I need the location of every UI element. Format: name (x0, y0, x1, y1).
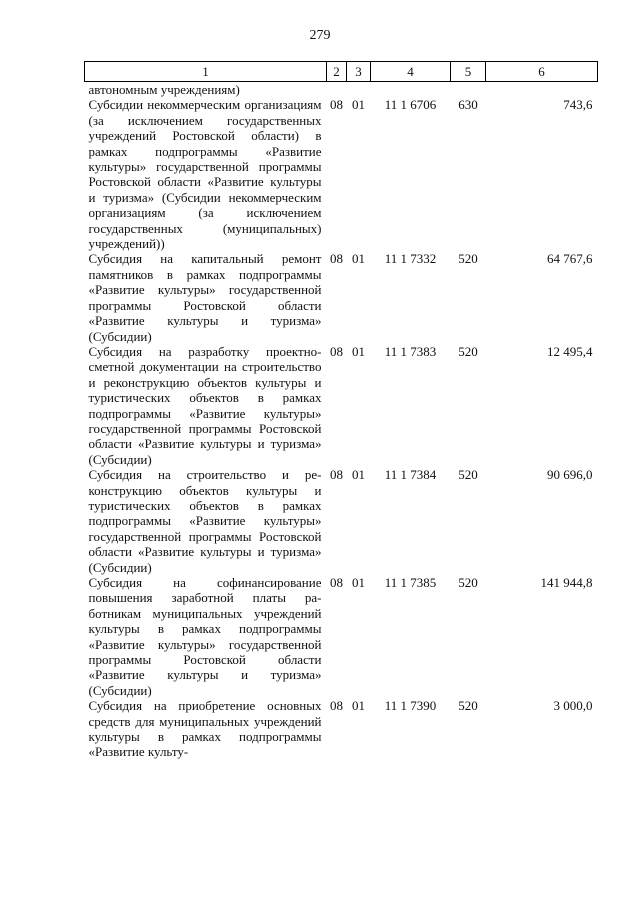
row-rz: 08 (330, 575, 343, 590)
row-kcsr: 11 1 7332 (384, 251, 437, 267)
table-header (85, 62, 598, 82)
row-kcsr: 11 1 7390 (384, 698, 437, 714)
row-kcsr: 11 1 6706 (384, 97, 437, 113)
header-col-1: 1 (85, 62, 327, 82)
row-description: Субсидия на разработку проектно-сметной документации на строительство и реконструкцию объектов культуры и туристических объектов в рамках подпрограммы «Развитие культуры» государственной программы Ростовской области «Развитие культуры и туризма» (Субсидии) (88, 343, 322, 467)
row-vr: 630 (458, 97, 478, 113)
budget-table (84, 61, 598, 760)
header-col-6: 6 (486, 62, 598, 82)
row-description: Субсидия на софинансирование повышения заработной платы работникам муниципальных учреждений культуры в рамках подпрограммы «Развитие культуры» государственной программы Ростовской области «Развитие культуры и туризма» (Субсидии) (88, 575, 322, 698)
row-amount: 3 000,0 (553, 698, 593, 714)
row-pr: 01 (352, 251, 365, 267)
header-col-5: 5 (451, 62, 486, 82)
row-amount: 141 944,8 (540, 575, 593, 590)
row-amount: 64 767,6 (547, 251, 593, 267)
row-description: Субсидия на приобретение основных средств для муниципальных учреждений культуры в рамках подпрограммы «Развитие культу- (88, 698, 322, 760)
header-col-2: 2 (327, 62, 347, 82)
row-pr: 01 (352, 343, 365, 359)
table-body (85, 82, 598, 760)
table-row (85, 97, 598, 251)
row-amount: 743,6 (563, 97, 593, 113)
table-row (85, 575, 598, 698)
row-amount: 12 495,4 (547, 343, 593, 359)
row-rz: 08 (330, 698, 343, 714)
row-rz: 08 (330, 467, 343, 483)
row-kcsr: 11 1 7385 (384, 575, 437, 590)
row-pr: 01 (352, 97, 365, 113)
row-kcsr: 11 1 7384 (384, 467, 437, 483)
row-vr: 520 (458, 467, 478, 483)
row-amount: 90 696,0 (547, 467, 593, 483)
table-row (85, 467, 598, 575)
row-pr: 01 (352, 698, 365, 714)
page-number: 279 (309, 28, 331, 43)
row-kcsr: 11 1 7383 (384, 343, 437, 359)
table-row (85, 251, 598, 343)
row-description: Субсидия на строительство и реконструкцию объектов культуры и туристических объектов в рамках подпрограммы «Развитие культуры» государственной программы Ростовской области «Развитие культуры и туризма» (Субсидии) (88, 467, 322, 575)
row-pr: 01 (352, 575, 365, 590)
continued-text: автономным учреждениям) (88, 82, 240, 97)
row-vr: 520 (458, 343, 478, 359)
table-row-continued (85, 82, 598, 98)
row-description: Субсидия на капитальный ремонт памятников в рамках подпрограммы «Развитие культуры» государственной программы Ростовской области «Развитие культуры и туризма» (Субсидии) (88, 251, 322, 344)
row-vr: 520 (458, 251, 478, 267)
row-rz: 08 (330, 251, 343, 267)
table-row (85, 698, 598, 760)
header-col-3: 3 (347, 62, 371, 82)
row-rz: 08 (330, 343, 343, 359)
row-description: Субсидии некоммерческим организациям (за исключением государственных учреждений Ростовской области) в рамках подпрограммы «Развитие культуры» государственной программы Ростовской области «Развитие культуры и туризма» (Субсидии некоммерческим организациям (за исключением государственных (муниципальных) учреждений)) (88, 97, 322, 252)
row-rz: 08 (330, 97, 343, 113)
row-vr: 520 (458, 698, 478, 714)
table-row (85, 344, 598, 467)
header-col-4: 4 (371, 62, 451, 82)
row-pr: 01 (352, 467, 365, 483)
row-vr: 520 (458, 575, 478, 590)
